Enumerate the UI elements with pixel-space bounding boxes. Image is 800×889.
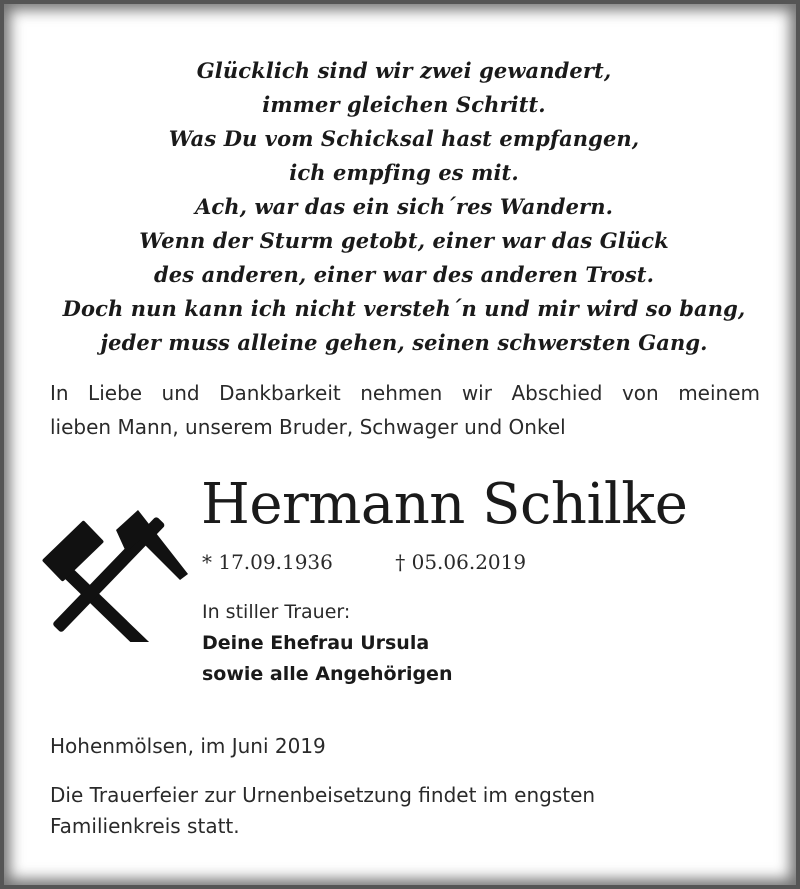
- birth-date: * 17.09.1936: [202, 550, 333, 574]
- poem-line: Doch nun kann ich nicht versteh´n und mir wird so bang,: [62, 296, 746, 321]
- hammer-and-pick-icon: [42, 500, 192, 642]
- poem-line: jeder muss alleine gehen, seinen schwersten Gang.: [100, 330, 708, 355]
- farewell-text: [50, 376, 760, 444]
- mourner-name: sowie alle Angehörigen: [202, 663, 453, 685]
- notice-line: Die Trauerfeier zur Urnenbeisetzung findet im engsten: [50, 783, 596, 807]
- life-dates: [202, 547, 526, 577]
- farewell-line: lieben Mann, unserem Bruder, Schwager und Onkel: [50, 415, 566, 439]
- farewell-line: In Liebe und Dankbarkeit nehmen wir Abschied von meinem: [50, 381, 760, 405]
- funeral-notice: [50, 780, 595, 842]
- poem-line: Wenn der Sturm getobt, einer war das Glück: [139, 228, 669, 253]
- poem: [4, 54, 800, 360]
- poem-line: Glücklich sind wir zwei gewandert,: [196, 58, 612, 83]
- notice-line: Familienkreis statt.: [50, 814, 240, 838]
- poem-line: Ach, war das ein sich´res Wandern.: [194, 194, 613, 219]
- mourners: [202, 597, 452, 690]
- poem-line: immer gleichen Schritt.: [262, 92, 546, 117]
- poem-line: Was Du vom Schicksal hast empfangen,: [168, 126, 640, 151]
- mourners-label: In stiller Trauer:: [202, 601, 351, 623]
- poem-line: ich empfing es mit.: [289, 160, 519, 185]
- poem-line: des anderen, einer war des anderen Trost.: [153, 262, 655, 287]
- place-and-date: Hohenmölsen, im Juni 2019: [50, 734, 326, 758]
- mourner-name: Deine Ehefrau Ursula: [202, 632, 430, 654]
- deceased-name: Hermann Schilke: [201, 472, 688, 537]
- death-date: † 05.06.2019: [395, 550, 527, 574]
